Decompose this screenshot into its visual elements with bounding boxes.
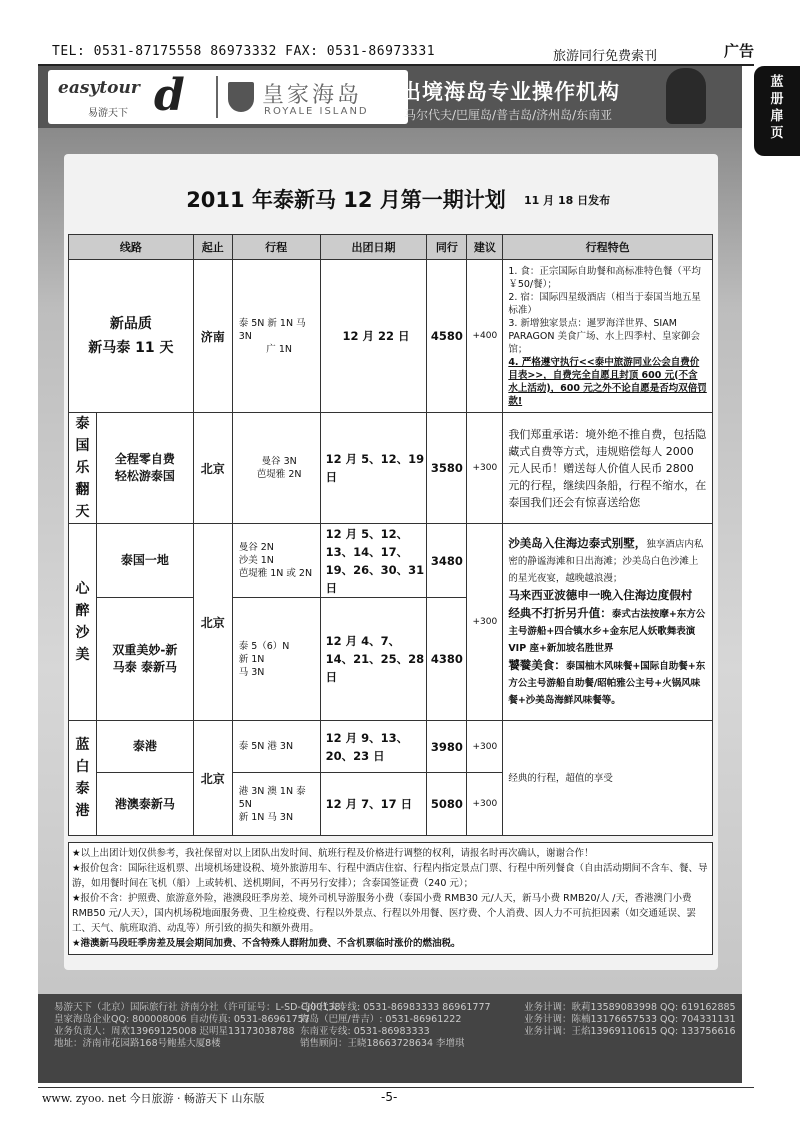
col-route: 线路 (69, 235, 194, 260)
city-cell: 济南 (193, 260, 232, 413)
tour-plan-table (68, 234, 713, 836)
col-features: 行程特色 (503, 235, 713, 260)
dates-cell: 12 月 22 日 (320, 260, 427, 413)
itinerary-cell (232, 524, 320, 598)
slogan: 旅游同行免费索刊 (553, 49, 658, 64)
logo-box (48, 70, 408, 124)
itinerary-line: 新 1N 马 3N (238, 811, 294, 823)
feature-highlight: 沙美岛入住海边泰式别墅， (508, 536, 647, 550)
ad-label: 广告 (723, 42, 754, 60)
itinerary-cell (232, 773, 320, 836)
easytour-sub: 易游天下 (88, 108, 128, 119)
footer-line: 销售顾问：王晓18663728634 李增琪 (300, 1038, 465, 1049)
feature-highlight: 马来西亚波德申一晚入住海边度假村 (508, 588, 693, 602)
footer-col-contacts (524, 1002, 736, 1038)
route-cell (96, 598, 193, 721)
easytour-logo: easytour (58, 78, 140, 98)
col-dates: 出团日期 (320, 235, 427, 260)
group-char: 沙 (75, 625, 90, 641)
route-line: 马泰 泰新马 (112, 660, 177, 674)
header (38, 66, 742, 128)
itinerary-line: 广 1N (266, 343, 292, 355)
royale-logo-en: ROYALE ISLAND (264, 106, 369, 117)
plan-title-text: 2011 年泰新马 12 月第一期计划 (186, 188, 506, 212)
dates-cell: 12 月 5、12、13、14、17、19、26、30、31 日 (320, 524, 427, 598)
route-cell (69, 260, 194, 413)
dates-cell: 12 月 7、17 日 (320, 773, 427, 836)
feature-item (508, 535, 707, 587)
footer-line: 业务负责人：周欢13969125008 迟明星13173038788 (54, 1026, 295, 1037)
side-tab-char: 页 (770, 126, 784, 141)
price-cell: 3580 (427, 413, 467, 524)
features-cell: 经典的行程，超值的享受 (503, 721, 713, 836)
note-item: ★报价包含：国际往返机票、出境机场建设税、境外旅游用车、行程中酒店住宿、行程内指定景点门票、行程中所列餐食（自由活动期间不含车、餐、导游，如用餐时间在飞机（船）上或转机、送机期间，不再另行安排）；含泰国签证费（240 元）； (72, 863, 708, 889)
suggest-cell: +300 (467, 721, 503, 773)
feature-item: 4. 严格遵守执行<<泰中旅游同业公会自费价目表>>，自费完全自愿且封顶 600 元(不含水上活动)，600 元之外不论自愿是否均双倍罚款! (508, 356, 707, 407)
table-row (69, 524, 713, 598)
footer-col-hotlines (300, 1002, 491, 1050)
city-cell: 北京 (193, 524, 232, 721)
route-cell (96, 413, 193, 524)
route-line: 轻松游泰国 (114, 469, 175, 483)
header-subtitle: 马尔代夫/巴厘岛/普吉岛/济州岛/东南亚 (404, 108, 613, 122)
feature-item (508, 587, 707, 605)
itinerary-line: 曼谷 3N (261, 456, 297, 467)
table-header (69, 235, 713, 260)
group-label (69, 721, 97, 836)
route-cell: 泰国一地 (96, 524, 193, 598)
buddha-statue-image (666, 68, 706, 124)
group-char: 泰 (75, 416, 90, 432)
footer-line: 海岛（巴厘/普吉）: 0531-86961222 (300, 1014, 462, 1025)
contact-line: TEL: 0531-87175558 86973332 FAX: 0531-86973331 (52, 44, 436, 59)
side-tab-char: 扉 (770, 109, 784, 124)
price-cell: 3980 (427, 721, 467, 773)
feature-item (508, 657, 707, 709)
footer-line: 皇家海岛企业QQ: 800008006 自动传真: 0531-86961757 (54, 1014, 310, 1025)
itinerary-line: 港 3N 澳 1N 泰 5N (238, 785, 306, 810)
suggest-cell: +300 (467, 413, 503, 524)
feature-item: 3. 新增独家景点：暹罗海洋世界、SIAM PARAGON 美食广场、水上四季村、皇家御会馆； (508, 317, 700, 355)
col-city: 起止 (193, 235, 232, 260)
city-cell: 北京 (193, 413, 232, 524)
price-cell: 4380 (427, 598, 467, 721)
suggest-cell: +300 (467, 773, 503, 836)
notes-box (68, 842, 713, 955)
route-line: 全程零自费 (114, 452, 175, 466)
content-panel (64, 154, 718, 970)
group-char: 乐 (75, 460, 90, 476)
footer-line: 易游天下（北京）国际旅行社 济南分社（许可证号：L-SD-CJ00138） (54, 1002, 351, 1013)
footer-line: 业务计调：耿莉13589083998 QQ: 619162885 (524, 1002, 736, 1013)
footer-line: 业务计调：陈楠13176657533 QQ: 704331131 (524, 1014, 736, 1025)
footer-line: 地址：济南市花园路168号鲍基大厦8楼 (54, 1038, 221, 1049)
city-cell: 北京 (193, 721, 232, 836)
header-title: 出境海岛专业操作机构 (400, 80, 620, 104)
table-row (69, 413, 713, 524)
feature-text: 泰式古法按摩+东方公主号游船+四合镇水乡+金东尼人妖歌舞表演 VIP 座+新加坡名胜世界 (508, 609, 706, 654)
price-cell: 4580 (427, 260, 467, 413)
dates-cell: 12 月 9、13、20、23 日 (320, 721, 427, 773)
itinerary-line: 沙美 1N (238, 555, 274, 566)
route-line: 双重美妙-新 (112, 643, 178, 657)
group-label (69, 413, 97, 524)
price-cell: 5080 (427, 773, 467, 836)
itinerary-cell (232, 413, 320, 524)
d-logo-icon: d (154, 70, 185, 121)
price-cell: 3480 (427, 524, 467, 598)
dates-cell: 12 月 5、12、19 日 (320, 413, 427, 524)
route-line: 新品质 (109, 316, 152, 332)
itinerary-cell: 泰 5N 港 3N (232, 721, 320, 773)
footer-line: 东南亚专线: 0531-86983333 (300, 1026, 430, 1037)
plan-title (64, 184, 718, 214)
group-char: 美 (75, 647, 90, 663)
features-cell (503, 524, 713, 721)
group-char: 心 (75, 581, 90, 597)
features-cell (503, 260, 713, 413)
itinerary-line: 泰 5N 新 1N 马 3N (238, 317, 306, 342)
bottom-bar (38, 1087, 754, 1105)
itinerary-line: 曼谷 2N (238, 542, 274, 553)
group-char: 醉 (75, 603, 90, 619)
group-char: 天 (75, 504, 90, 520)
note-item: ★港澳新马段旺季房差及展会期间加费、不含特殊人群附加费、不含机票临时涨价的燃油税。 (72, 938, 461, 949)
royale-logo-cn: 皇家海岛 (262, 83, 363, 108)
group-char: 翻 (75, 482, 90, 498)
group-char: 白 (75, 759, 90, 775)
group-char: 港 (75, 803, 90, 819)
footer-line: 马尔代夫专线: 0531-86983333 86961777 (300, 1002, 491, 1013)
dates-cell: 12 月 4、7、14、21、25、28 日 (320, 598, 427, 721)
shield-icon (228, 82, 254, 112)
route-cell: 港澳泰新马 (96, 773, 193, 836)
itinerary-line: 芭堤雅 1N 或 2N (238, 568, 313, 579)
ad-frame (38, 66, 742, 1083)
side-tab-char: 蓝 (770, 75, 784, 90)
group-label (69, 524, 97, 721)
table-row (69, 721, 713, 773)
note-item: ★报价不含：护照费、旅游意外险，港澳段旺季房差、境外司机导游服务小费（泰国小费 RMB30 元/人天，新马小费 RMB20/人 /天，香港澳门小费 RMB50 元/人天），国内机场税地面服务费、卫生检疫费、行程以外景点、行程以外用餐、医疗费、个人消费、因人力不可抗拒因素（如交通延误、罢工、天气、航班取消、动乱等）所引致的损失和额外费用。 (72, 893, 696, 934)
group-char: 泰 (75, 781, 90, 797)
route-line: 新马泰 11 天 (88, 340, 174, 356)
feature-item (508, 605, 707, 657)
feature-item: 1. 食：正宗国际自助餐和高标准特色餐（平均￥50/餐）； (508, 265, 701, 290)
side-tab (754, 66, 800, 156)
table-row (69, 260, 713, 413)
itinerary-cell (232, 598, 320, 721)
publish-date: 11 月 18 日发布 (524, 194, 611, 207)
footer-line: 业务计调：王焰13969110615 QQ: 133756616 (524, 1026, 736, 1037)
group-char: 蓝 (75, 737, 90, 753)
top-bar (38, 44, 754, 66)
feature-text: 泰国柚木风味餐+国际自助餐+东方公主号游船自助餐/昭帕雅公主号+火锅风味餐+沙美岛海鲜风味餐等。 (508, 661, 706, 706)
itinerary-line: 新 1N (238, 653, 265, 665)
feature-item: 2. 宿：国际四星级酒店（相当于泰国当地五星标准） (508, 291, 701, 316)
itinerary-line: 马 3N (238, 666, 265, 678)
itinerary-line: 泰 5（6）N (238, 640, 290, 652)
site-footer: www. zyoo. net 今日旅游 · 畅游天下 山东版 (42, 1092, 265, 1105)
suggest-cell: +400 (467, 260, 503, 413)
feature-highlight: 饕餮美食： (508, 658, 566, 672)
suggest-cell: +300 (467, 524, 503, 721)
itinerary-line: 芭堤雅 2N (256, 469, 302, 480)
route-cell: 泰港 (96, 721, 193, 773)
col-price: 同行 (427, 235, 467, 260)
feature-highlight: 经典不打折另升值： (508, 606, 612, 620)
features-cell: 我们郑重承诺：境外绝不推自费，包括隐藏式自费等方式，违规赔偿每人 2000 元人民币！赠送每人价值人民币 2800 元的行程，继续四条船，行程不缩水，在泰国我们还会有惊喜送给您 (503, 413, 713, 524)
note-item: ★以上出团计划仅供参考，我社保留对以上团队出发时间、航班行程及价格进行调整的权利，请报名时再次确认，谢谢合作！ (72, 848, 594, 859)
feature-text: 独享酒店内私密的静谧海滩和日出海滩；沙美岛白色沙滩上的星光夜宴，越晚越浪漫； (508, 539, 704, 584)
page-number: -5- (381, 1090, 398, 1104)
col-itinerary: 行程 (232, 235, 320, 260)
group-char: 国 (75, 438, 90, 454)
col-suggest: 建议 (467, 235, 503, 260)
logo-divider (216, 76, 218, 118)
itinerary-cell (232, 260, 320, 413)
side-tab-char: 册 (770, 92, 784, 107)
footer (38, 994, 742, 1083)
